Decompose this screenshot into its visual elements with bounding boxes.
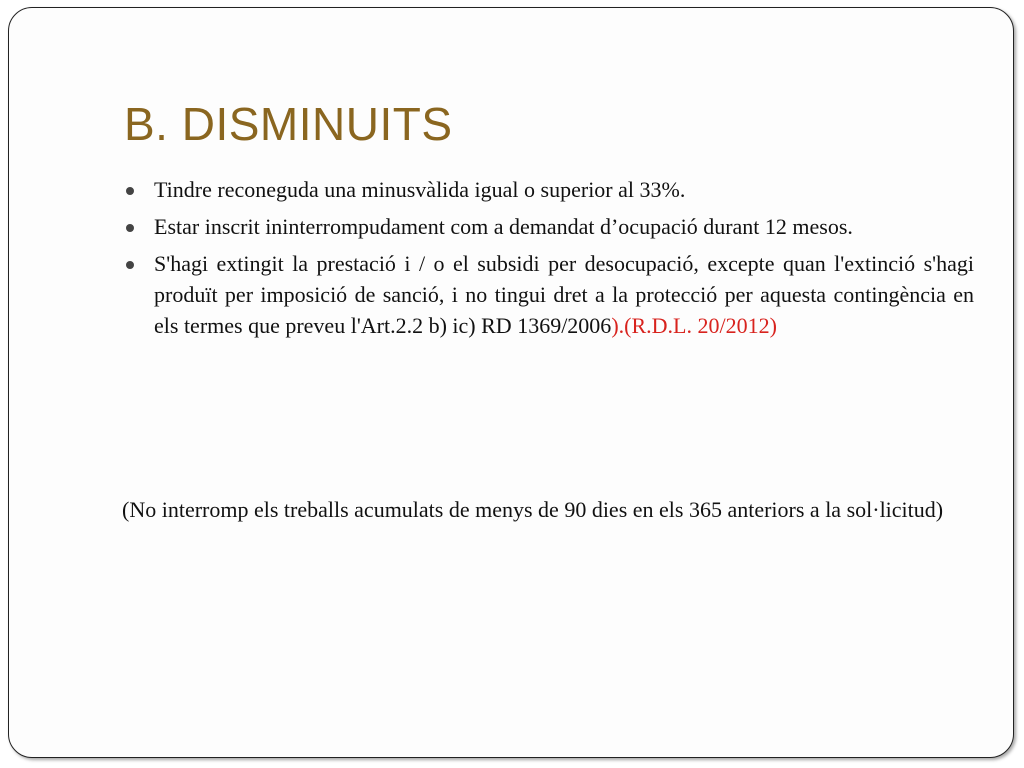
list-item xyxy=(122,248,974,341)
slide-frame xyxy=(8,7,1014,758)
bullet-text: S'hagi extingit la prestació i / o el subsidi per desocupació, excepte quan l'extinció s'hagi produït per imposició de sanció, i no tingui dret a la protecció per aquesta contingència en els termes que preveu l'Art.2.2 b) ic) RD 1369/2006 xyxy=(154,251,974,338)
slide-title: B. DISMINUITS xyxy=(124,98,453,150)
list-item xyxy=(122,174,974,205)
bullet-text: Estar inscrit ininterrompudament com a demandat d’ocupació durant 12 mesos. xyxy=(154,214,853,239)
bullet-icon xyxy=(126,224,134,232)
bullet-icon xyxy=(126,261,134,269)
bullet-list xyxy=(122,174,974,347)
footnote: (No interromp els treballs acumulats de menys de 90 dies en els 365 anteriors a la sol·licitud) xyxy=(122,497,944,522)
bullet-text: Tindre reconeguda una minusvàlida igual o superior al 33%. xyxy=(154,177,686,202)
list-item xyxy=(122,211,974,242)
bullet-icon xyxy=(126,187,134,195)
legal-reference-highlight: ).(R.D.L. 20/2012) xyxy=(611,313,777,338)
